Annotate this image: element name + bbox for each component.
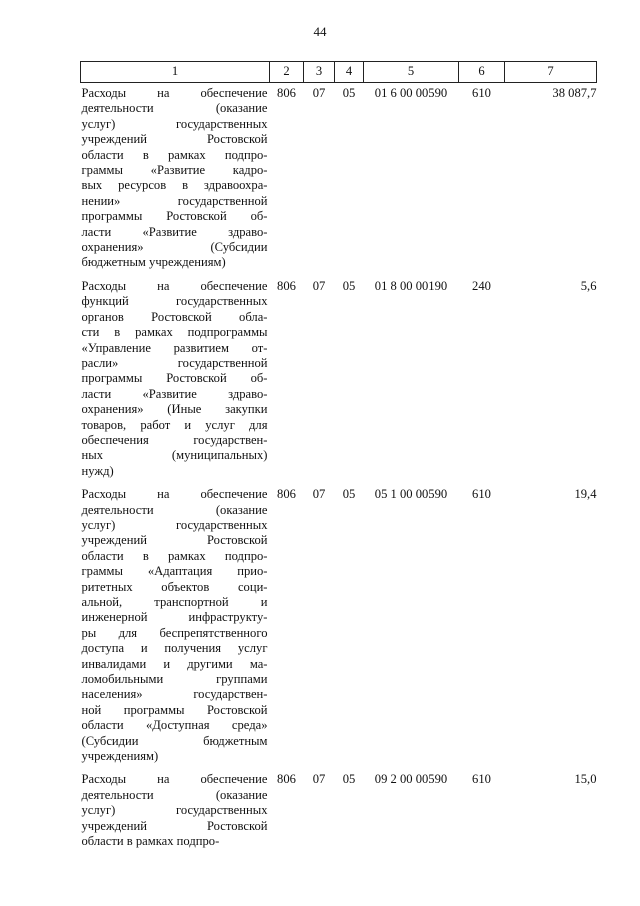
expense-type-code: 610 [472, 772, 491, 787]
expense-type-code: 240 [472, 278, 491, 293]
expense-type-code: 610 [472, 86, 491, 100]
description-line: учреждений Ростовской [81, 533, 268, 548]
subsection-code: 05 [342, 772, 356, 787]
table-header-row [81, 62, 597, 83]
description-line: граммы «Развитие кадро- [81, 163, 268, 178]
expense-description [81, 769, 270, 854]
table-row [81, 769, 597, 854]
description-line: ной программы Ростовской [81, 702, 268, 717]
amount-value: 15,0 [574, 772, 597, 787]
expense-description [81, 276, 270, 484]
description-line: (Субсидии бюджетным [81, 733, 268, 748]
description-line: деятельности (оказание [81, 787, 268, 802]
description-line: вых ресурсов в здравоохра- [81, 178, 268, 193]
description-line: Расходы на обеспечение [81, 772, 268, 787]
description-line: инженерной инфраструкту- [81, 610, 268, 625]
description-line: деятельности (оказание [81, 101, 268, 116]
description-line: учреждений Ростовской [81, 132, 268, 147]
column-header: 3 [304, 62, 335, 83]
target-article-code: 09 2 00 00590 [374, 772, 448, 787]
column-header: 2 [270, 62, 304, 83]
ministry-code: 806 [277, 278, 296, 293]
description-line: программы Ростовской об- [81, 371, 268, 386]
description-line: ласти «Развитие здраво- [81, 224, 268, 239]
column-header: 7 [505, 62, 597, 83]
subsection-code: 05 [342, 86, 356, 100]
description-line: услуг) государственных [81, 517, 268, 532]
description-line: бюджетным учреждениям) [81, 255, 226, 270]
section-code: 07 [312, 278, 326, 293]
section-code: 07 [312, 86, 326, 100]
description-line: обеспечения государствен- [81, 432, 268, 447]
description-line: услуг) государственных [81, 803, 268, 818]
amount-value: 5,6 [580, 278, 597, 293]
description-line: альной, транспортной и [81, 595, 268, 609]
description-line: ритетных объектов соци- [81, 579, 268, 594]
description-line: граммы «Адаптация прио- [81, 564, 268, 579]
description-line: области в рамках подпро- [81, 147, 268, 162]
description-line: нужд) [81, 463, 114, 478]
amount-value: 38 087,7 [552, 86, 597, 100]
subsection-code: 05 [342, 278, 356, 293]
description-line: ных (муниципальных) [81, 448, 268, 463]
description-line: расли» государственной [81, 355, 268, 370]
description-line: Расходы на обеспечение [81, 86, 268, 100]
description-line: населения» государствен- [81, 687, 268, 702]
description-line: Расходы на обеспечение [81, 487, 268, 502]
description-line: области в рамках подпро- [81, 834, 220, 849]
page-number: 44 [313, 24, 327, 39]
table-row [81, 276, 597, 484]
table-row [81, 484, 597, 769]
expense-type-code: 610 [472, 487, 491, 502]
ministry-code: 806 [277, 772, 296, 787]
description-line: нении» государственной [81, 193, 268, 208]
description-line: ры для беспрепятственного [81, 625, 268, 640]
ministry-code: 806 [277, 487, 296, 502]
description-line: функций государственных [81, 294, 268, 309]
description-line: ласти «Развитие здраво- [81, 386, 268, 401]
subsection-code: 05 [342, 487, 356, 502]
description-line: учреждений Ростовской [81, 818, 268, 833]
column-header: 1 [81, 62, 270, 83]
ministry-code: 806 [277, 86, 296, 100]
expense-description [81, 83, 270, 276]
table-row [81, 83, 597, 276]
description-line: услуг) государственных [81, 116, 268, 131]
column-header: 6 [459, 62, 505, 83]
column-header: 5 [364, 62, 459, 83]
target-article-code: 05 1 00 00590 [374, 487, 448, 502]
section-code: 07 [312, 487, 326, 502]
description-line: охранения» (Субсидии [81, 240, 268, 255]
description-line: сти в рамках подпрограммы [81, 325, 268, 340]
description-line: инвалидами и другими ма- [81, 656, 268, 671]
section-code: 07 [312, 772, 326, 787]
target-article-code: 01 8 00 00190 [374, 278, 448, 293]
description-line: области «Доступная среда» [81, 718, 268, 733]
description-line: доступа и получения услуг [81, 641, 268, 656]
description-line: «Управление развитием от- [81, 340, 268, 355]
budget-table [80, 61, 597, 855]
target-article-code: 01 6 00 00590 [374, 86, 448, 100]
description-line: области в рамках подпро- [81, 548, 268, 563]
column-header: 4 [335, 62, 364, 83]
description-line: товаров, работ и услуг для [81, 417, 268, 432]
amount-value: 19,4 [574, 487, 597, 502]
description-line: органов Ростовской обла- [81, 309, 268, 324]
description-line: программы Ростовской об- [81, 209, 268, 224]
description-line: Расходы на обеспечение [81, 278, 268, 293]
description-line: учреждениям) [81, 749, 159, 764]
description-line: деятельности (оказание [81, 502, 268, 517]
description-line: ломобильными группами [81, 672, 268, 687]
description-line: охранения» (Иные закупки [81, 402, 268, 417]
expense-description [81, 484, 270, 769]
